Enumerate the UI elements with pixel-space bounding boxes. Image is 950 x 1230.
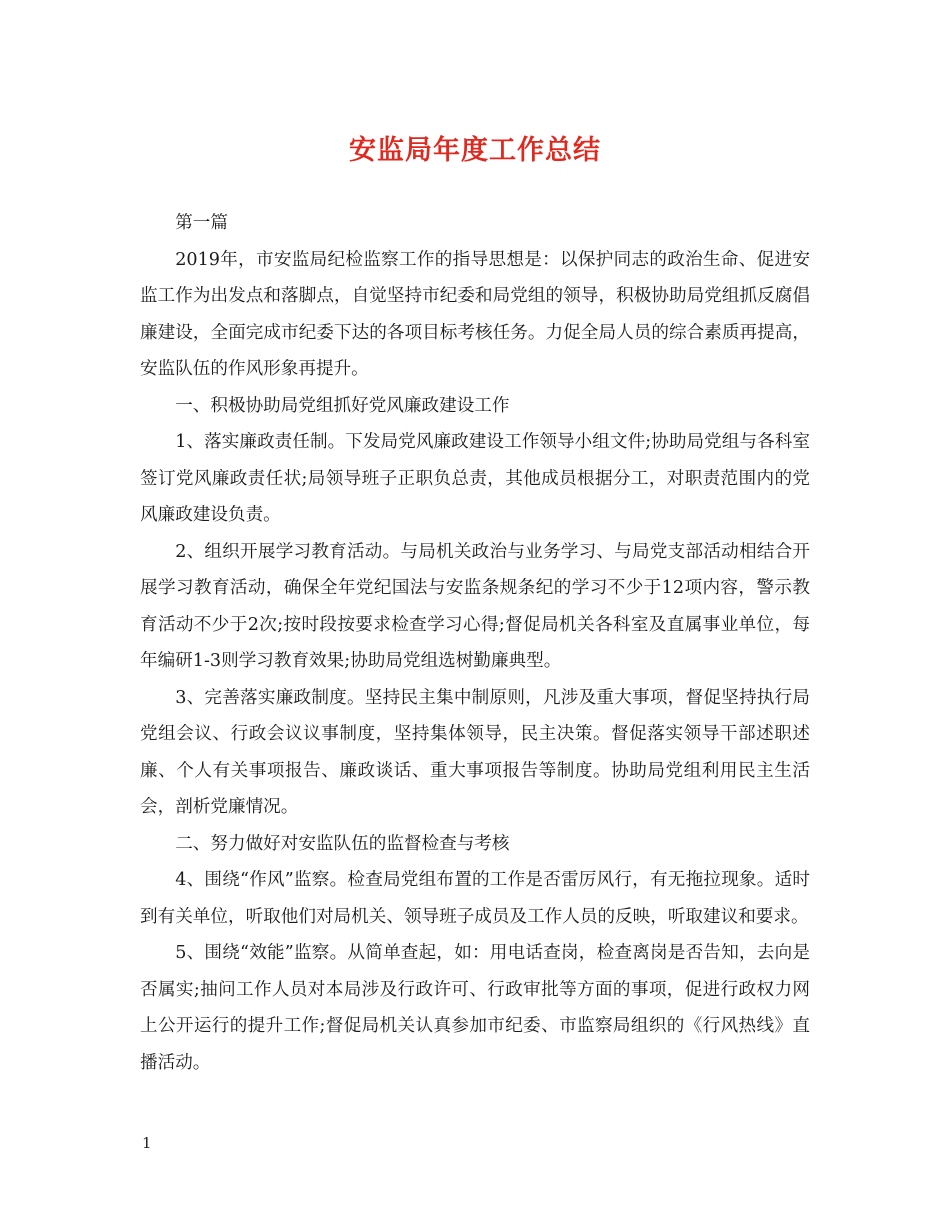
paragraph: 2019年，市安监局纪检监察工作的指导思想是：以保护同志的政治生命、促进安监工作为出发点和落脚点，自觉坚持市纪委和局党组的领导，积极协助局党组抓反腐倡廉建设，全面完成市纪委下达的各项目标考核任务。力促全局人员的综合素质再提高，安监队伍的作风形象再提升。 xyxy=(140,249,810,379)
document-body xyxy=(140,205,810,1081)
section-heading: 第一篇 xyxy=(175,213,228,233)
paragraph: 1、落实廉政责任制。下发局党风廉政建设工作领导小组文件;协助局党组与各科室签订党风廉政责任状;局领导班子正职负总责，其他成员根据分工，对职责范围内的党风廉政建设负责。 xyxy=(140,432,810,525)
section-heading: 一、积极协助局党组抓好党风廉政建设工作 xyxy=(175,395,510,416)
page-number: 1 xyxy=(142,1134,152,1152)
document-title: 安监局年度工作总结 xyxy=(349,135,601,166)
paragraph: 4、围绕“作风”监察。检查局党组布置的工作是否雷厉风行，有无拖拉现象。适时到有关单位，听取他们对局机关、领导班子成员及工作人员的反映，听取建议和要求。 xyxy=(140,870,810,927)
paragraph: 2、组织开展学习教育活动。与局机关政治与业务学习、与局党支部活动相结合开展学习教育活动，确保全年党纪国法与安监条规条纪的学习不少于12项内容，警示教育活动不少于2次;按时段按要求检查学习心得;督促局机关各科室及直属事业单位，每年编研1-3则学习教育效果;协助局党组选树勤廉典型。 xyxy=(140,541,810,671)
section-heading: 二、努力做好对安监队伍的监督检查与考核 xyxy=(175,833,510,854)
paragraph: 5、围绕“效能”监察。从简单查起，如：用电话查岗，检查离岗是否告知，去向是否属实;抽问工作人员对本局涉及行政许可、行政审批等方面的事项，促进行政权力网上公开运行的提升工作;督促局机关认真参加市纪委、市监察局组织的《行风热线》直播活动。 xyxy=(140,943,810,1073)
paragraph: 3、完善落实廉政制度。坚持民主集中制原则，凡涉及重大事项，督促坚持执行局党组会议、行政会议议事制度，坚持集体领导，民主决策。督促落实领导干部述职述廉、个人有关事项报告、廉政谈话、重大事项报告等制度。协助局党组利用民主生活会，剖析党廉情况。 xyxy=(140,687,810,817)
